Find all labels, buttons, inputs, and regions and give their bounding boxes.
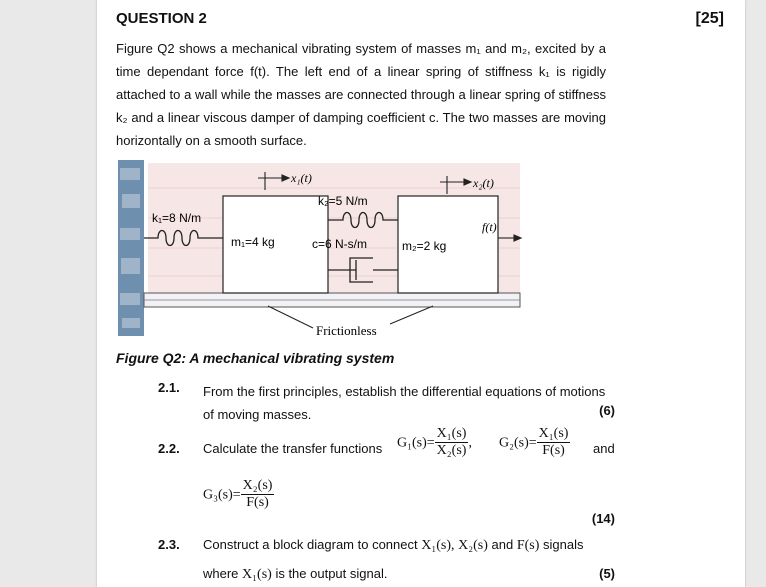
g3-lhs: G₃(s)=: [203, 487, 241, 503]
item-2-3-line1: [203, 537, 584, 554]
item-2-3-and: and: [491, 537, 514, 552]
m2-label: m₂=2 kg: [402, 239, 447, 253]
g1-numerator: X₁(s): [436, 426, 467, 441]
exam-page: [97, 0, 745, 587]
question-title: QUESTION 2: [116, 10, 207, 27]
c-label: c=6 N-s/m: [312, 237, 368, 251]
figure-caption: Figure Q2: A mechanical vibrating system: [116, 350, 395, 366]
k2-label: k₂=5 N/m: [318, 194, 368, 208]
g1-expression: [397, 426, 472, 459]
item-2-3-marks: (5): [599, 566, 615, 581]
signal-x1: X₁(s),: [421, 538, 455, 553]
g2-lhs: G₂(s)=: [499, 435, 537, 451]
item-2-1-marks: (6): [599, 403, 615, 418]
g2-numerator: X₁(s): [538, 426, 569, 441]
g3-numerator: X₂(s): [242, 478, 273, 493]
force-label: f(t): [482, 220, 497, 234]
item-2-2-and: and: [593, 441, 615, 456]
item-2-1-text: From the first principles, establish the differential equations of motions of moving masses.: [203, 384, 606, 422]
k1-label: k₁=8 N/m: [152, 211, 202, 225]
question-intro: Figure Q2 shows a mechanical vibrating system of masses m₁ and m₂, excited by a time dependant force f(t). The left end of a linear spring of stiffness k₁ is rigidly attached to a wall while the masses are connected through a linear spring of stiffness k₂ and a linear viscous damper of damping coefficient c. The two masses are moving horizontally on a smooth surface.: [116, 41, 606, 148]
g3-expression: [203, 478, 274, 511]
x1-label: x₁(t): [291, 171, 312, 185]
g1-denominator: X₂(s): [436, 443, 467, 458]
item-2-3-text: Construct a block diagram to connect: [203, 537, 418, 552]
output-signal-x1: X₁(s): [242, 567, 272, 582]
g-separator: ,: [468, 435, 472, 451]
g2-expression: [499, 426, 570, 459]
item-2-3-number: 2.3.: [158, 537, 180, 552]
x2-label: x₂(t): [473, 176, 494, 190]
g1-fraction: [435, 426, 469, 459]
item-2-2-number: 2.2.: [158, 441, 180, 456]
signal-x2: X₂(s): [458, 538, 488, 553]
item-2-2-marks: (14): [591, 511, 615, 526]
item-2-3-output-text: is the output signal.: [275, 566, 388, 581]
item-2-1-number: 2.1.: [158, 380, 180, 395]
item-2-3-where: where: [203, 566, 239, 581]
frictionless-label: Frictionless: [316, 323, 377, 338]
question-total-marks: [25]: [695, 10, 724, 27]
g1-lhs: G₁(s)=: [397, 435, 435, 451]
g3-fraction: [241, 478, 275, 511]
item-2-2-text: Calculate the transfer functions: [203, 441, 383, 456]
m1-label: m₁=4 kg: [231, 235, 275, 249]
item-2-3-signals: signals: [543, 537, 584, 552]
g3-denominator: F(s): [246, 495, 269, 510]
g2-denominator: F(s): [542, 443, 565, 458]
left-wall: [118, 160, 144, 336]
vibrating-system-figure: [118, 158, 524, 341]
item-2-3-line2: [203, 566, 387, 583]
signal-f: F(s): [516, 538, 540, 553]
g2-fraction: [537, 426, 571, 459]
